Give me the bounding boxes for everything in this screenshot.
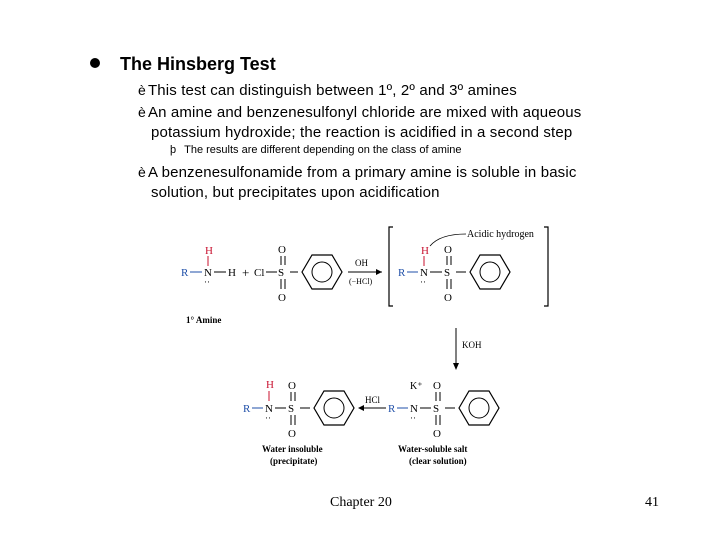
benzene-ring-4 (459, 391, 499, 425)
svg-text:O: O (433, 380, 441, 392)
bullet-1: è This test can distinguish between 1º, 2º and 3º amines (138, 82, 517, 99)
svg-text:O: O (444, 244, 452, 256)
chlorine: Cl (254, 267, 265, 279)
svg-text:O: O (288, 380, 296, 392)
bullet-3-cont: solution, but precipitates upon acidification (151, 184, 440, 201)
koh-label: KOH (462, 340, 482, 350)
svg-text:··: ·· (420, 277, 426, 287)
n-hydrogen: H (205, 245, 213, 257)
svg-text:R: R (388, 403, 396, 415)
bullet-2: è An amine and benzenesulfonyl chloride are mixed with aqueous (138, 104, 582, 121)
r-group: R (181, 267, 189, 279)
arrow-icon: è (138, 104, 146, 120)
svg-text:S: S (288, 403, 295, 415)
svg-text:··: ·· (265, 413, 271, 423)
insoluble-label-2: (precipitate) (270, 456, 318, 466)
bracket-right (544, 227, 548, 306)
soluble-label-2: (clear solution) (409, 456, 467, 466)
svg-text:N: N (420, 267, 428, 279)
svg-text:H: H (421, 245, 429, 257)
page-number: 41 (645, 495, 659, 510)
sulfur: S (278, 267, 285, 279)
svg-text:R: R (243, 403, 251, 415)
slide-title: The Hinsberg Test (120, 54, 276, 74)
soluble-label-1: Water-soluble salt (398, 444, 468, 454)
svg-text:N: N (265, 403, 273, 415)
bullet-3: è A benzenesulfonamide from a primary amine is soluble in basic (138, 164, 577, 181)
sub-bullet: þ The results are different depending on the class of amine (170, 144, 462, 156)
reagent-minus-hcl: (−HCl) (349, 277, 373, 286)
svg-text:O: O (433, 428, 441, 440)
svg-text:S: S (433, 403, 440, 415)
benzene-ring-1 (302, 255, 342, 289)
svg-text:S: S (444, 267, 451, 279)
oxygen-top: O (278, 244, 286, 256)
svg-text:H: H (266, 379, 274, 391)
plus-sign: + (242, 265, 250, 280)
oxygen-bottom: O (278, 292, 286, 304)
reagent-oh: OH (355, 258, 368, 268)
arrow-icon: è (138, 82, 146, 98)
acidic-hydrogen-label: Acidic hydrogen (467, 229, 534, 240)
bracket-left (389, 227, 393, 306)
potassium-ion: K⁺ (410, 381, 423, 392)
chapter-footer: Chapter 20 (330, 495, 392, 510)
insoluble-label-1: Water insoluble (262, 444, 323, 454)
hcl-label: HCl (365, 395, 381, 405)
svg-text:O: O (288, 428, 296, 440)
bullet-2-cont: potassium hydroxide; the reaction is acidified in a second step (151, 124, 573, 141)
amine-label: 1° Amine (186, 315, 222, 325)
lone-pair: ·· (204, 277, 210, 287)
nitrogen: N (204, 267, 212, 279)
svg-text:R: R (398, 267, 406, 279)
arrow-icon: è (138, 164, 146, 180)
svg-text:N: N (410, 403, 418, 415)
benzene-ring-2 (470, 255, 510, 289)
benzene-ring-3 (314, 391, 354, 425)
hydrogen-2: H (228, 267, 236, 279)
svg-text:··: ·· (410, 413, 416, 423)
svg-text:O: O (444, 292, 452, 304)
checkbox-icon: þ (170, 144, 177, 156)
